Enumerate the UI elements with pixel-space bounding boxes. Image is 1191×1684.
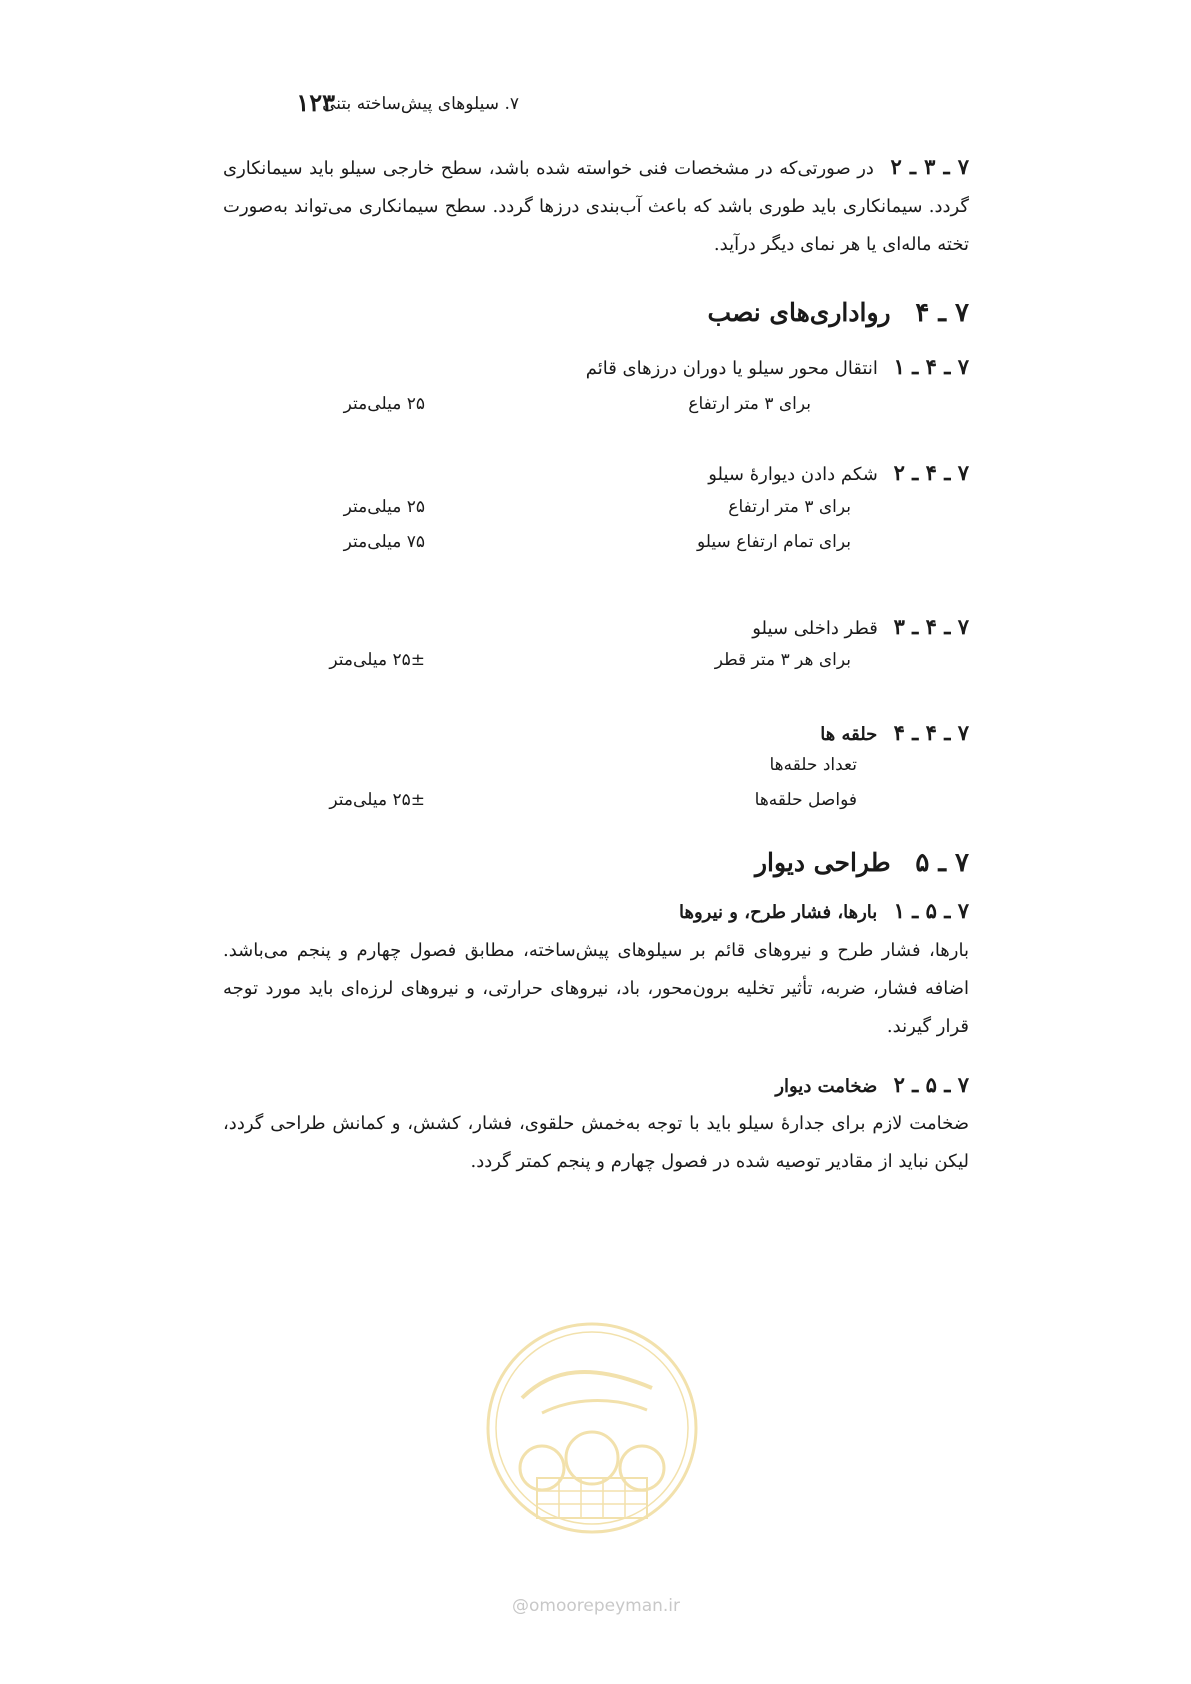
tolerance-value: ۲۵± میلی‌متر: [329, 650, 425, 670]
tolerance-row: [0, 650, 1191, 680]
tolerance-value: ۷۵ میلی‌متر: [343, 532, 425, 552]
section-number: ۷ ـ ۵: [915, 848, 969, 878]
tolerance-label: تعداد حلقه‌ها: [769, 755, 857, 775]
clause-title: ضخامت دیوار: [775, 1076, 878, 1097]
clause-number: ۷ ـ ۴ ـ ۴: [893, 720, 969, 745]
subsection-heading-7-4-1: [586, 354, 969, 379]
tolerance-row: [0, 497, 1191, 527]
clause-text: بارها، فشار طرح و نیروهای قائم بر سیلوهای پیش‌ساخته، مطابق فصول چهارم و پنجم می‌باشد. اضافه فشار، ضربه، تأثیر تخلیه برون‌محور، باد، نیروهای حرارتی، و نیروهای لرزه‌ای باید مورد توجه قرار گیرند.: [223, 940, 969, 1037]
watermark-seal: [482, 1318, 702, 1538]
tolerance-label: برای هر ۳ متر قطر: [714, 650, 851, 670]
tolerance-row: [0, 394, 1191, 424]
clause-number: ۷ ـ ۴ ـ ۳: [893, 614, 969, 639]
clause-title: انتقال محور سیلو یا دوران درزهای قائم: [585, 358, 878, 379]
tolerance-row: [0, 755, 1191, 785]
section-heading-7-4: [708, 298, 969, 328]
tolerance-value: ۲۵ میلی‌متر: [343, 497, 425, 517]
paragraph-7-3-2: [223, 148, 969, 264]
clause-number: ۷ ـ ۳ ـ ۲: [890, 154, 969, 179]
tolerance-value: ۲۵ میلی‌متر: [343, 394, 425, 414]
tolerance-row: [0, 790, 1191, 820]
clause-number: ۷ ـ ۵ ـ ۲: [893, 1072, 969, 1097]
subsection-heading-7-4-4: [820, 720, 969, 745]
tolerance-label: برای تمام ارتفاع سیلو: [697, 532, 851, 552]
subsection-heading-7-5-1: [679, 898, 969, 923]
page-number: ۱۲۳: [296, 88, 335, 117]
subsection-heading-7-4-2: [708, 460, 969, 485]
running-head: [0, 88, 1191, 122]
subsection-heading-7-4-3: [752, 614, 969, 639]
section-title: طراحی دیوار: [754, 848, 891, 877]
section-number: ۷ ـ ۴: [915, 298, 969, 328]
section-heading-7-5: [755, 848, 969, 878]
tolerance-row: [0, 532, 1191, 562]
paragraph-7-5-1: [223, 932, 969, 1046]
tolerance-label: فواصل حلقه‌ها: [754, 790, 857, 810]
chapter-title: ۷. سیلوهای پیش‌ساخته بتنی: [322, 94, 519, 114]
paragraph-7-5-2: [223, 1105, 969, 1181]
clause-number: ۷ ـ ۵ ـ ۱: [893, 898, 969, 923]
clause-title: قطر داخلی سیلو: [752, 618, 878, 639]
clause-number: ۷ ـ ۴ ـ ۲: [893, 460, 969, 485]
clause-title: بارها، فشار طرح، و نیروها: [679, 902, 878, 923]
clause-text: ضخامت لازم برای جدارهٔ سیلو باید با توجه به‌خمش حلقوی، فشار، کشش، و کمانش طراحی گردد، لیکن نباید از مقادیر توصیه شده در فصول چهارم و پنجم کمتر گردد.: [223, 1113, 969, 1172]
clause-number: ۷ ـ ۴ ـ ۱: [893, 354, 969, 379]
clause-title: شکم دادن دیوارهٔ سیلو: [708, 464, 878, 485]
clause-title: حلقه ها: [820, 724, 878, 745]
section-title: رواداری‌های نصب: [707, 298, 891, 327]
subsection-heading-7-5-2: [775, 1072, 969, 1097]
clause-text: در صورتی‌که در مشخصات فنی خواسته شده باشد، سطح خارجی سیلو باید سیمانکاری گردد. سیمانکاری باید طوری باشد که باعث آب‌بندی درزها گردد. سطح سیمانکاری می‌تواند به‌صورت تخته ماله‌ای یا هر نمای دیگر درآید.: [223, 158, 969, 255]
watermark-website: @omoorepeyman.ir: [511, 1596, 681, 1616]
tolerance-label: برای ۳ متر ارتفاع: [688, 394, 811, 414]
tolerance-value: ۲۵± میلی‌متر: [329, 790, 425, 810]
tolerance-label: برای ۳ متر ارتفاع: [728, 497, 851, 517]
